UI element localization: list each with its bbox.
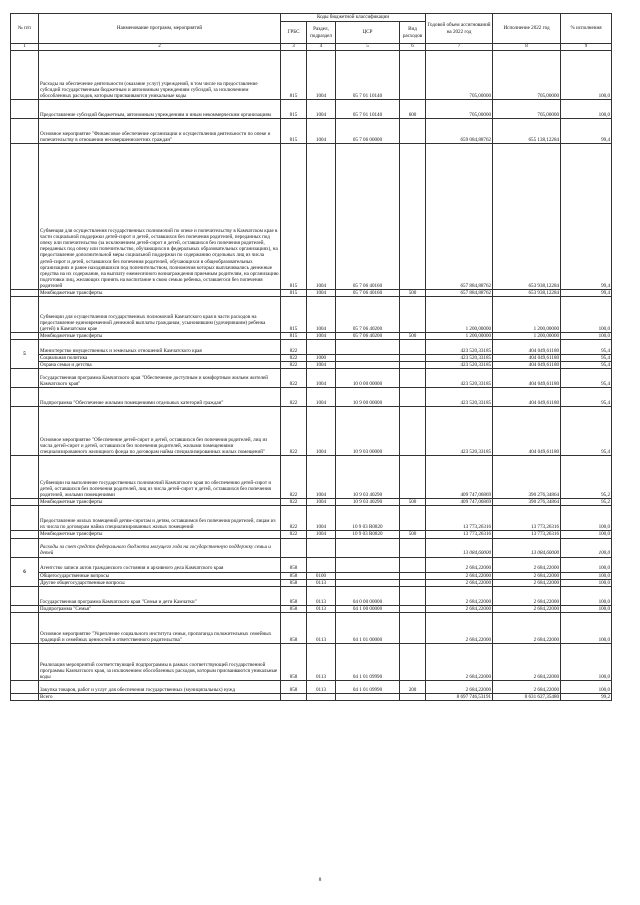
column-number: 5 [336, 44, 400, 51]
row-plan-cell: 13 773,26316 [426, 531, 493, 538]
row-razdel-cell: 1004 [307, 100, 336, 119]
row-plan-cell: 2 684,22000 [426, 579, 493, 586]
row-name-cell: Государственная программа Камчатского края "Семья и дети Камчатки" [39, 586, 281, 605]
row-plan-cell: 659 084,88762 [426, 119, 493, 144]
row-pct-cell: 95,2 [561, 456, 612, 499]
row-pct-cell: 100,0 [561, 506, 612, 531]
row-name-cell: Основное мероприятие "Финансовое обеспечение организации и осуществления деятельности по опеке и попечительству в отношении несовершеннолетних граждан" [39, 119, 281, 144]
column-number: 3 [281, 44, 307, 51]
row-vid-cell: 500 [400, 499, 426, 506]
row-plan-cell: 409 747,06869 [426, 499, 493, 506]
row-pct-cell: 100,0 [561, 538, 612, 557]
row-csr-cell: 04 1 00 00000 [336, 605, 400, 612]
row-name-cell: Государственная программа Камчатского края "Обеспечение доступным и комфортным жильем жителей Камчатского края" [39, 369, 281, 388]
row-name-cell: Общегосударственные вопросы [39, 572, 281, 579]
row-razdel-cell: 1004 [307, 506, 336, 531]
row-pct-cell: 95,4 [561, 388, 612, 407]
budget-execution-table [10, 13, 612, 701]
row-razdel-cell [307, 557, 336, 572]
row-grbs-cell: 822 [281, 499, 307, 506]
table-row [11, 144, 612, 290]
row-csr-cell [336, 579, 400, 586]
row-csr-cell: 04 1 01 00000 [336, 612, 400, 643]
row-plan-cell: 2 684,22000 [426, 586, 493, 605]
header-pct: % исполнения [561, 14, 612, 44]
row-pct-cell: 95,4 [561, 355, 612, 362]
row-name-cell: Межбюджетные трансферты [39, 333, 281, 340]
row-razdel-cell: 0100 [307, 572, 336, 579]
row-grbs-cell: 822 [281, 456, 307, 499]
row-exec-cell: 705,00000 [493, 51, 561, 100]
column-number: 7 [426, 44, 493, 51]
row-grbs-cell: 858 [281, 612, 307, 643]
row-grbs-cell: 858 [281, 586, 307, 605]
row-grbs-cell: 858 [281, 557, 307, 572]
row-exec-cell: 2 684,22000 [493, 680, 561, 693]
row-plan-cell: 2 684,22000 [426, 643, 493, 680]
row-csr-cell [336, 355, 400, 362]
row-vid-cell [400, 643, 426, 680]
row-vid-cell [400, 612, 426, 643]
table-row [11, 499, 612, 506]
row-pct-cell: 99,4 [561, 290, 612, 297]
row-pct-cell: 100,0 [561, 605, 612, 612]
row-name-cell: Подпрограмма "Обеспечение жилыми помещениями отдельных категорий граждан" [39, 388, 281, 407]
row-number-cell: 6 [11, 557, 39, 586]
row-grbs-cell: 858 [281, 680, 307, 693]
row-number-cell [11, 680, 39, 693]
row-grbs-cell: 858 [281, 605, 307, 612]
table-row [11, 506, 612, 531]
row-vid-cell [400, 538, 426, 557]
row-name-cell: Основное мероприятие "Обеспечение детей-сирот и детей, оставшихся без попечения родителей, лиц из числа детей-сирот и детей, оставшихся без попечения родителей, жилыми помещениями специализированного жилищного фонда по договорам найма специализированных жилых помещений" [39, 407, 281, 456]
row-number-cell [11, 586, 39, 605]
table-row [11, 407, 612, 456]
row-csr-cell: 05 7 01 10140 [336, 100, 400, 119]
row-name-cell: Министерство имущественных и земельных отношений Камчатского края [39, 340, 281, 355]
row-grbs-cell: 815 [281, 144, 307, 290]
row-number-cell [11, 612, 39, 643]
row-plan-cell: 423 520,33185 [426, 407, 493, 456]
row-vid-cell [400, 693, 426, 700]
header-no: № п/п [11, 14, 39, 44]
row-razdel-cell: 1004 [307, 144, 336, 290]
row-plan-cell: 423 520,33185 [426, 362, 493, 369]
row-vid-cell [400, 586, 426, 605]
row-csr-cell: 10 9 03 40290 [336, 499, 400, 506]
row-number-cell [11, 388, 39, 407]
row-razdel-cell: 1004 [307, 531, 336, 538]
table-row [11, 297, 612, 333]
column-number: 6 [400, 44, 426, 51]
row-vid-cell [400, 369, 426, 388]
table-row [11, 579, 612, 586]
row-number-cell [11, 456, 39, 499]
row-name-cell: Межбюджетные трансферты [39, 531, 281, 538]
row-vid-cell [400, 119, 426, 144]
row-number-cell [11, 643, 39, 680]
table-row [11, 572, 612, 579]
row-exec-cell: 13 773,26316 [493, 506, 561, 531]
row-plan-cell: 657 884,88762 [426, 144, 493, 290]
row-razdel-cell: 0113 [307, 680, 336, 693]
row-plan-cell: 2 684,22000 [426, 605, 493, 612]
row-csr-cell [336, 572, 400, 579]
row-vid-cell [400, 557, 426, 572]
row-exec-cell: 2 684,22000 [493, 586, 561, 605]
row-plan-cell: 1 200,00000 [426, 297, 493, 333]
row-exec-cell: 390 276,34864 [493, 456, 561, 499]
row-razdel-cell: 1004 [307, 388, 336, 407]
row-pct-cell: 99,2 [561, 693, 612, 700]
row-csr-cell: 05 7 06 00000 [336, 119, 400, 144]
header-plan: Годовой объем ассигнований на 2022 год [426, 14, 493, 44]
table-row [11, 340, 612, 355]
row-vid-cell [400, 579, 426, 586]
row-number-cell [11, 297, 39, 333]
row-pct-cell: 100,0 [561, 297, 612, 333]
row-exec-cell: 13 773,26316 [493, 531, 561, 538]
page-number: 8 [318, 877, 322, 883]
row-number-cell [11, 506, 39, 531]
row-pct-cell: 100,0 [561, 572, 612, 579]
row-pct-cell: 99,4 [561, 144, 612, 290]
row-grbs-cell: 858 [281, 572, 307, 579]
row-razdel-cell: 1004 [307, 290, 336, 297]
row-number-cell [11, 538, 39, 557]
row-number-cell [11, 333, 39, 340]
row-grbs-cell: 822 [281, 362, 307, 369]
row-pct-cell: 100,0 [561, 557, 612, 572]
row-exec-cell: 2 684,22000 [493, 605, 561, 612]
row-grbs-cell: 822 [281, 506, 307, 531]
table-row [11, 290, 612, 297]
row-exec-cell: 1 200,00000 [493, 333, 561, 340]
row-razdel-cell [307, 340, 336, 355]
row-number-cell [11, 144, 39, 290]
row-name-cell: Охрана семьи и детства [39, 362, 281, 369]
row-pct-cell: 100,0 [561, 680, 612, 693]
header-name: Наименование программ, мероприятий [39, 14, 281, 44]
row-csr-cell: 10 9 03 40290 [336, 456, 400, 499]
row-grbs-cell: 822 [281, 355, 307, 362]
row-grbs-cell: 858 [281, 579, 307, 586]
row-name-cell: Всего [39, 693, 281, 700]
row-csr-cell: 05 7 06 40160 [336, 290, 400, 297]
row-plan-cell: 13 084,60000 [426, 538, 493, 557]
header-exec: Исполнение 2022 год [493, 14, 561, 44]
row-razdel-cell: 0113 [307, 586, 336, 605]
row-razdel-cell: 1004 [307, 119, 336, 144]
row-grbs-cell: 815 [281, 100, 307, 119]
column-number: 8 [493, 44, 561, 51]
row-vid-cell [400, 388, 426, 407]
row-name-cell: Реализация мероприятий соответствующей подпрограммы в рамках соответствующей государственной программы Камчатского края, за исключением обособленных расходов, которым присваиваются уникальные коды [39, 643, 281, 680]
row-razdel-cell: 1004 [307, 407, 336, 456]
row-razdel-cell: 1004 [307, 456, 336, 499]
row-razdel-cell: 0113 [307, 605, 336, 612]
table-row [11, 100, 612, 119]
row-vid-cell [400, 51, 426, 100]
row-razdel-cell [307, 693, 336, 700]
row-razdel-cell: 1004 [307, 499, 336, 506]
row-razdel-cell [307, 538, 336, 557]
row-number-cell [11, 407, 39, 456]
row-razdel-cell: 0113 [307, 643, 336, 680]
row-exec-cell: 390 276,34864 [493, 499, 561, 506]
row-csr-cell [336, 538, 400, 557]
row-vid-cell [400, 340, 426, 355]
row-exec-cell: 1 200,00000 [493, 297, 561, 333]
row-plan-cell: 2 684,22000 [426, 572, 493, 579]
row-exec-cell: 404 049,61180 [493, 388, 561, 407]
row-name-cell: Субвенция для осуществления государственных полномочий по опеке и попечительству в Камчатском крае в части социальной поддержки детей-сирот и детей, оставшихся без попечения родителей, переданных под опеку или попечительство (за исключением детей-сирот и детей, оставшихся без попечения родителей, переданных под опеку или попечительство, обучающихся в федеральных образовательных организациях), на предоставление дополнительной меры социальной поддержки по содержанию отдельных лиц из числа детей-сирот и детей, оставшихся без попечения родителей, обучающихся в общеобразовательных организациях и ранее находившихся под попечительством, полномочия которых выплачивались денежные средства на их содержание, на выплату ежемесячного вознаграждения приемным родителям, на организацию подготовки лиц, желающих принять на воспитание в свою семью ребенка, оставшегося без попечения родителей [39, 144, 281, 290]
table-row [11, 456, 612, 499]
row-exec-cell: 705,00000 [493, 100, 561, 119]
row-vid-cell [400, 572, 426, 579]
row-plan-cell: 705,00000 [426, 100, 493, 119]
row-vid-cell [400, 297, 426, 333]
row-grbs-cell: 822 [281, 531, 307, 538]
row-name-cell: Межбюджетные трансферты [39, 290, 281, 297]
table-row [11, 51, 612, 100]
row-grbs-cell: 815 [281, 290, 307, 297]
row-exec-cell: 404 049,61180 [493, 355, 561, 362]
row-name-cell: Расходы за счет средств федерального бюджета могущего года на государственную поддержку семьи и детей [39, 538, 281, 557]
row-exec-cell: 404 049,61180 [493, 340, 561, 355]
row-csr-cell: 05 7 06 40160 [336, 144, 400, 290]
row-vid-cell [400, 362, 426, 369]
row-plan-cell: 409 747,06869 [426, 456, 493, 499]
row-grbs-cell: 815 [281, 297, 307, 333]
table-row [11, 586, 612, 605]
row-pct-cell: 100,0 [561, 612, 612, 643]
row-razdel-cell: 1004 [307, 369, 336, 388]
row-csr-cell [336, 693, 400, 700]
row-number-cell [11, 51, 39, 100]
row-csr-cell: 04 1 01 09990 [336, 643, 400, 680]
row-csr-cell: 10 9 03 R0820 [336, 531, 400, 538]
row-exec-cell: 2 684,22000 [493, 557, 561, 572]
row-exec-cell: 2 684,22000 [493, 612, 561, 643]
table-row [11, 557, 612, 572]
row-vid-cell: 600 [400, 100, 426, 119]
row-csr-cell: 04 1 01 09990 [336, 680, 400, 693]
table-row [11, 531, 612, 538]
row-pct-cell: 100,0 [561, 100, 612, 119]
row-plan-cell: 657 884,88762 [426, 290, 493, 297]
row-vid-cell: 500 [400, 531, 426, 538]
row-csr-cell: 10 0 00 00000 [336, 369, 400, 388]
header-razdel: Раздел, подраздел [307, 22, 336, 44]
header-csr: ЦСР [336, 22, 400, 44]
row-csr-cell: 05 7 01 10140 [336, 51, 400, 100]
row-name-cell: Основное мероприятие "Укрепление социального института семьи, пропаганда положительных семейных традиций и семейных ценностей и ответственного родительства" [39, 612, 281, 643]
row-pct-cell: 95,4 [561, 362, 612, 369]
budget-table-page [10, 13, 611, 701]
row-grbs-cell [281, 693, 307, 700]
row-name-cell: Предоставление субсидий бюджетным, автономным учреждениям и иным некоммерческим организациям [39, 100, 281, 119]
row-grbs-cell: 815 [281, 333, 307, 340]
row-csr-cell: 04 0 00 00000 [336, 586, 400, 605]
row-exec-cell: 655 138,12284 [493, 119, 561, 144]
row-pct-cell: 95,4 [561, 407, 612, 456]
row-vid-cell: 500 [400, 333, 426, 340]
row-csr-cell: 10 9 00 00000 [336, 388, 400, 407]
row-number-cell: 5 [11, 340, 39, 369]
row-plan-cell: 423 520,33185 [426, 369, 493, 388]
row-name-cell: Агентство записи актов гражданского состояния и архивного дела Камчатского края [39, 557, 281, 572]
row-vid-cell [400, 506, 426, 531]
row-exec-cell: 13 084,60000 [493, 538, 561, 557]
row-plan-cell: 705,00000 [426, 51, 493, 100]
row-name-cell: Социальная политика [39, 355, 281, 362]
row-plan-cell: 2 684,22000 [426, 557, 493, 572]
row-plan-cell: 423 520,33185 [426, 388, 493, 407]
row-vid-cell [400, 456, 426, 499]
row-exec-cell: 8 631 627,35480 [493, 693, 561, 700]
row-number-cell [11, 693, 39, 700]
table-row [11, 333, 612, 340]
header-vid: Вид расходов [400, 22, 426, 44]
row-grbs-cell: 822 [281, 407, 307, 456]
table-body [11, 51, 612, 701]
row-name-cell: Межбюджетные трансферты [39, 499, 281, 506]
table-row [11, 643, 612, 680]
row-vid-cell [400, 605, 426, 612]
row-plan-cell: 2 684,22000 [426, 680, 493, 693]
row-number-cell [11, 119, 39, 144]
row-name-cell: Подпрограмма "Семья" [39, 605, 281, 612]
column-number-row [11, 44, 612, 51]
row-name-cell: Субвенции для осуществления государственных полномочий Камчатского края в части расходов на предоставление единовременной денежной выплаты гражданам, усыновившим (удочерившим) ребенка (детей) в Камчатском крае [39, 297, 281, 333]
row-plan-cell: 2 684,22000 [426, 612, 493, 643]
row-plan-cell: 13 773,26316 [426, 506, 493, 531]
row-number-cell [11, 100, 39, 119]
row-number-cell [11, 290, 39, 297]
column-number: 9 [561, 44, 612, 51]
row-razdel-cell: 1004 [307, 297, 336, 333]
row-pct-cell: 100,0 [561, 586, 612, 605]
row-exec-cell: 404 049,61180 [493, 369, 561, 388]
row-razdel-cell: 1004 [307, 362, 336, 369]
row-exec-cell: 404 049,61180 [493, 407, 561, 456]
table-row [11, 693, 612, 700]
row-exec-cell: 2 684,22000 [493, 643, 561, 680]
row-csr-cell [336, 362, 400, 369]
row-number-cell [11, 369, 39, 388]
row-razdel-cell: 0113 [307, 579, 336, 586]
row-plan-cell: 1 200,00000 [426, 333, 493, 340]
row-number-cell [11, 531, 39, 538]
row-grbs-cell: 822 [281, 388, 307, 407]
row-razdel-cell: 1004 [307, 333, 336, 340]
table-row [11, 119, 612, 144]
row-exec-cell: 653 938,12284 [493, 290, 561, 297]
row-grbs-cell: 815 [281, 119, 307, 144]
row-plan-cell: 423 520,33185 [426, 355, 493, 362]
row-razdel-cell: 0113 [307, 612, 336, 643]
row-pct-cell: 95,4 [561, 340, 612, 355]
header-grbs: ГРБС [281, 22, 307, 44]
row-pct-cell: 100,0 [561, 579, 612, 586]
row-pct-cell: 100,0 [561, 333, 612, 340]
row-pct-cell: 100,0 [561, 51, 612, 100]
row-vid-cell [400, 355, 426, 362]
table-row [11, 680, 612, 693]
row-vid-cell [400, 407, 426, 456]
row-csr-cell: 05 7 06 40200 [336, 297, 400, 333]
row-plan-cell: 8 697 746,53191 [426, 693, 493, 700]
row-grbs-cell [281, 538, 307, 557]
table-row [11, 538, 612, 557]
table-row [11, 362, 612, 369]
table-row [11, 355, 612, 362]
row-vid-cell: 500 [400, 290, 426, 297]
row-grbs-cell: 822 [281, 340, 307, 355]
row-csr-cell [336, 557, 400, 572]
row-pct-cell: 100,0 [561, 643, 612, 680]
row-pct-cell: 95,4 [561, 369, 612, 388]
row-exec-cell: 2 684,22000 [493, 579, 561, 586]
row-name-cell: Предоставление жилых помещений детям-сиротам и детям, оставшимся без попечения родителей, лицам из их числа по договорам найма специализированных жилых помещений [39, 506, 281, 531]
column-number: 2 [39, 44, 281, 51]
row-number-cell [11, 605, 39, 612]
row-exec-cell: 653 938,12284 [493, 144, 561, 290]
row-vid-cell: 200 [400, 680, 426, 693]
row-name-cell: Расходы на обеспечение деятельности (оказание услуг) учреждений, в том числе на предоставление субсидий государственным бюджетным и автономным учреждениям субсидий, за исключением обособленных расходов, которым присваиваются уникальные коды [39, 51, 281, 100]
column-number: 1 [11, 44, 39, 51]
table-row [11, 612, 612, 643]
row-grbs-cell: 858 [281, 643, 307, 680]
row-pct-cell: 100,0 [561, 531, 612, 538]
row-pct-cell: 95,2 [561, 499, 612, 506]
row-name-cell: Субвенции на выполнение государственных полномочий Камчатского края по обеспечению детей-сирот и детей, оставшихся без попечения родителей, лиц из числа детей-сирот и детей, оставшихся без попечения родителей, жилыми помещениями [39, 456, 281, 499]
header-budget-codes: Коды бюджетной классификации [281, 14, 426, 22]
table-row [11, 369, 612, 388]
row-razdel-cell: 1000 [307, 355, 336, 362]
row-grbs-cell: 815 [281, 51, 307, 100]
table-row [11, 605, 612, 612]
row-plan-cell: 423 520,33185 [426, 340, 493, 355]
row-name-cell: Закупка товаров, работ и услуг для обеспечения государственных (муниципальных) нужд [39, 680, 281, 693]
row-name-cell: Другие общегосударственные вопросы [39, 579, 281, 586]
row-vid-cell [400, 144, 426, 290]
row-csr-cell: 05 7 06 40200 [336, 333, 400, 340]
row-csr-cell [336, 340, 400, 355]
row-exec-cell: 2 684,22000 [493, 572, 561, 579]
row-razdel-cell: 1004 [307, 51, 336, 100]
row-number-cell [11, 499, 39, 506]
row-csr-cell: 10 9 03 00000 [336, 407, 400, 456]
row-exec-cell: 404 049,61180 [493, 362, 561, 369]
row-grbs-cell: 822 [281, 369, 307, 388]
row-pct-cell: 99,4 [561, 119, 612, 144]
table-row [11, 388, 612, 407]
column-number: 4 [307, 44, 336, 51]
row-csr-cell: 10 9 03 R0820 [336, 506, 400, 531]
